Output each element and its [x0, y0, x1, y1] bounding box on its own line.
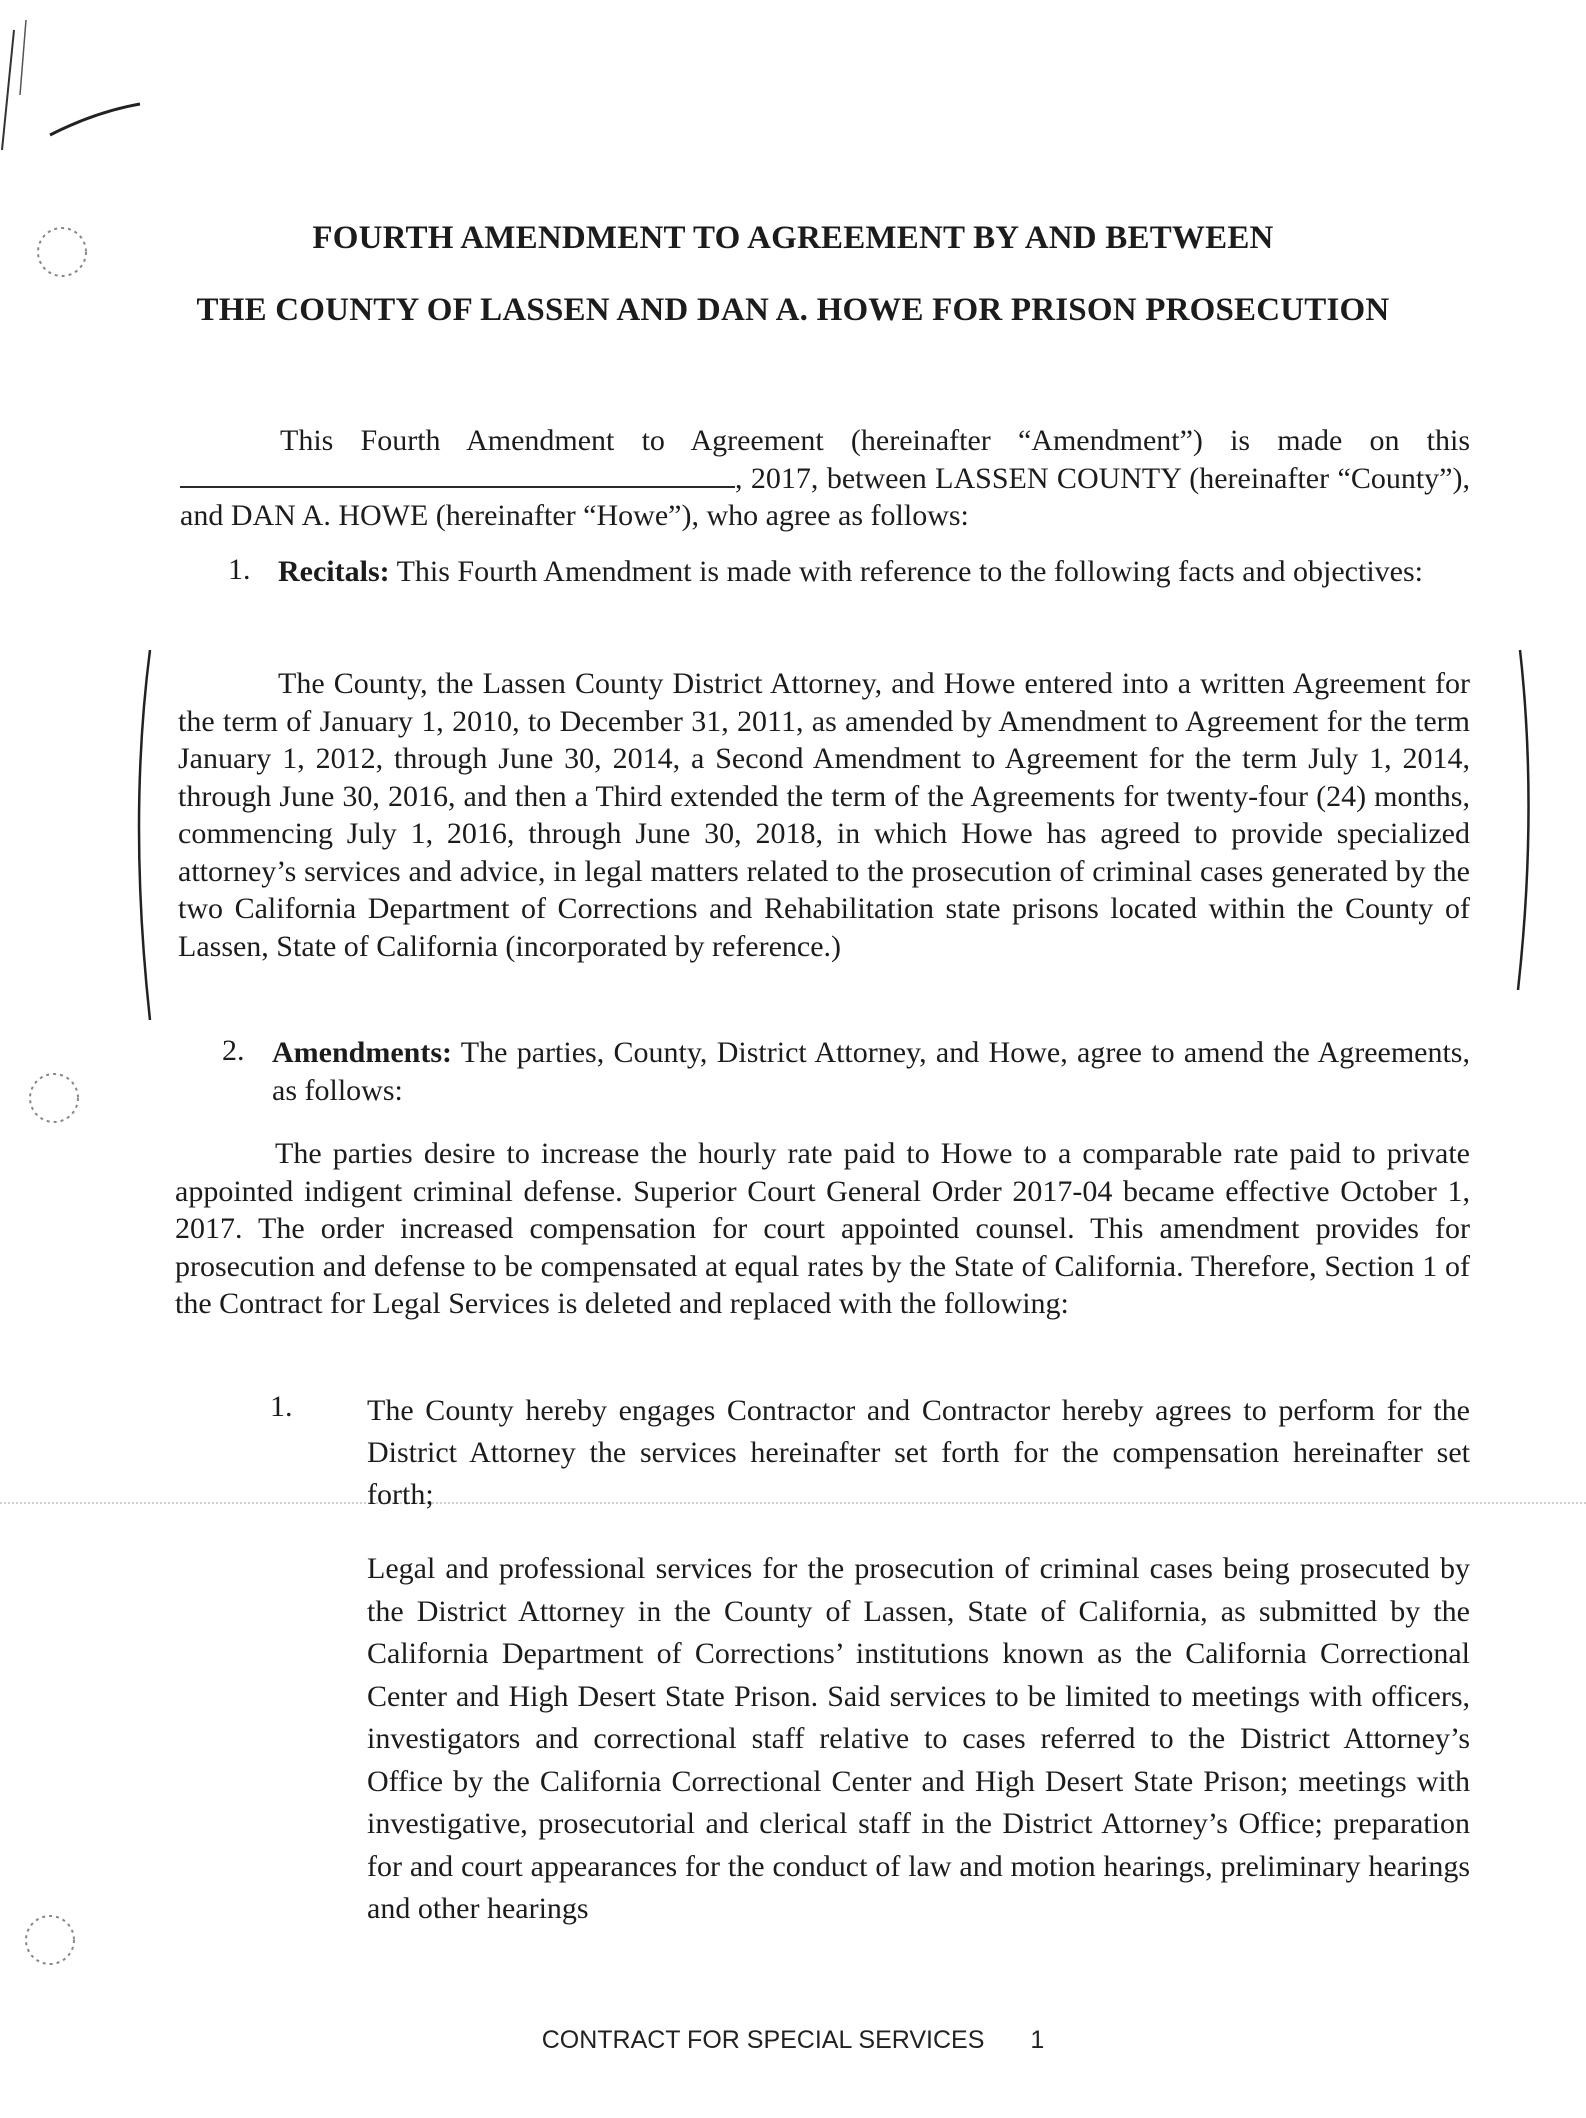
page-footer — [0, 2026, 1586, 2055]
margin-bracket-left — [120, 640, 180, 1040]
date-blank — [180, 460, 735, 488]
footer-text: CONTRACT FOR SPECIAL SERVICES — [541, 2026, 985, 2054]
section-text: The parties, County, District Attorney, and Howe, agree to amend the Agreements, as follows: — [272, 1036, 1470, 1107]
intro-text-part2: , 2017, between LASSEN COUNTY (hereinafter “County”), and DAN A. HOWE (hereinafter “Howe”), who agree as follows: — [180, 461, 1470, 532]
amendments-body: The parties desire to increase the hourly rate paid to Howe to a comparable rate paid to private appointed indigent criminal defense. Superior Court General Order 2017-04 became effective October 1, 2017. The order increased compensation for court appointed counsel. This amendment provides for prosecution and defense to be compensated at equal rates by the State of California. Therefore, Section 1 of the Contract for Legal Services is deleted and replaced with the following: — [175, 1137, 1470, 1320]
document-title-line2: THE COUNTY OF LASSEN AND DAN A. HOWE FOR PRISON PROSECUTION — [196, 292, 1390, 328]
margin-bracket-right — [1500, 640, 1550, 1000]
recitals-body: The County, the Lassen County District Attorney, and Howe entered into a written Agreement for the term of January 1, 2010, to December 31, 2011, as amended by Amendment to Agreement for the term January 1, 2012, through June 30, 2014, a Second Amendment to Agreement for the term July 1, 2014, through June 30, 2016, and then a Third extended the term of the Agreements for twenty-four (24) months, commencing July 1, 2016, through June 30, 2018, in which Howe has agreed to provide specialized attorney’s services and advice, in legal matters related to the prosecution of criminal cases generated by the two California Department of Corrections and Rehabilitation state prisons located within the County of Lassen, State of California (incorporated by reference.) — [178, 667, 1470, 963]
subsection-number: 1. — [270, 1390, 293, 1423]
subsection-body: Legal and professional services for the prosecution of criminal cases being prosecuted by the District Attorney in the County of Lassen, State of California, as submitted by the California Department of Corrections’ institutions known as the California Correctional Center and High Desert State Prison. Said services to be limited to meetings with officers, investigators and correctional staff relative to cases referred to the District Attorney’s Office by the California Correctional Center and High Desert State Prison; meetings with investigative, prosecutorial and clerical staff in the District Attorney’s Office; preparation for and court appearances for the conduct of law and motion hearings, preliminary hearings and other hearings — [367, 1552, 1470, 1925]
section-recitals — [278, 553, 1470, 591]
section-number: 2. — [222, 1034, 245, 1067]
section-heading: Amendments: — [272, 1036, 452, 1069]
intro-text-part1: This Fourth Amendment to Agreement (hereinafter “Amendment”) is made on this — [280, 424, 1470, 457]
section-amendments — [272, 1034, 1470, 1109]
intro-paragraph — [180, 422, 1470, 535]
subsection-text: The County hereby engages Contractor and Contractor hereby agrees to perform for the District Attorney the services hereinafter set forth for the compensation hereinafter set forth; — [367, 1394, 1470, 1511]
page-number: 1 — [1030, 2026, 1045, 2054]
document-title-line1: FOURTH AMENDMENT TO AGREEMENT BY AND BETWEEN — [312, 220, 1274, 256]
handwritten-marks — [0, 0, 200, 200]
hole-punch-icon — [18, 1910, 88, 1980]
hole-punch-icon — [22, 1068, 92, 1138]
section-number: 1. — [228, 553, 251, 586]
section-heading: Recitals: — [278, 555, 390, 588]
section-text: This Fourth Amendment is made with reference to the following facts and objectives: — [396, 555, 1423, 588]
